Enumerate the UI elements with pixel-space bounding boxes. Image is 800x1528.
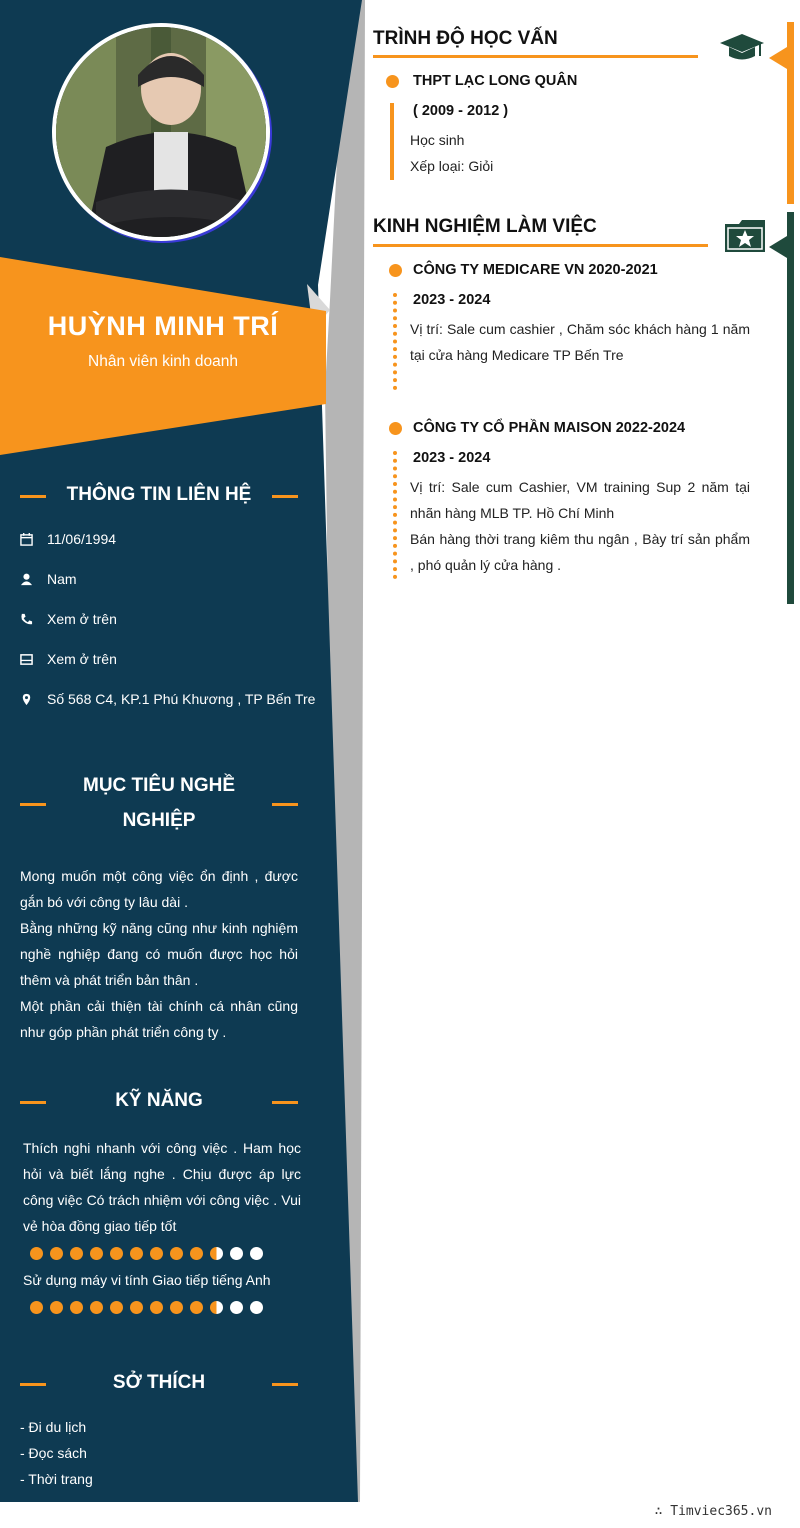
objective-text: Mong muốn một công việc ổn định , được gắn bó với công ty lâu dài . Bằng những kỹ năng cũng như kinh nghiệm nghề nghiệp đang có muốn được học hỏi thêm và phát triển bản thân . Một phần cải thiện tài chính cá nhân cũng như góp phần phát triển công ty . — [20, 868, 298, 1040]
experience-edge-pointer — [769, 236, 787, 258]
education-bullet — [386, 75, 399, 88]
candidate-name: HUỲNH MINH TRÍ — [47, 311, 279, 341]
rating-dot-half — [210, 1247, 223, 1260]
contact-birthday — [20, 531, 116, 547]
graduation-cap-icon — [720, 32, 764, 64]
rating-dot-filled — [110, 1301, 123, 1314]
skill-item-2-text: Sử dụng máy vi tính Giao tiếp tiếng Anh — [23, 1272, 271, 1288]
rating-dot-half — [210, 1301, 223, 1314]
rating-dot-filled — [130, 1301, 143, 1314]
objective-heading-line1: MỤC TIÊU NGHỀ — [83, 775, 235, 796]
job-title: Nhân viên kinh doanh — [88, 353, 238, 370]
experience-bullet — [389, 422, 402, 435]
education-timeline-line — [390, 103, 394, 180]
education-period: ( 2009 - 2012 ) — [413, 103, 509, 119]
phone-icon — [20, 613, 33, 626]
education-grade: Xếp loại: Giỏi — [410, 158, 494, 174]
education-role: Học sinh — [410, 132, 465, 148]
rating-dot-filled — [130, 1247, 143, 1260]
rating-dot-filled — [170, 1247, 183, 1260]
job-2-description: Vị trí: Sale cum Cashier, VM training Sup 2 năm tại nhãn hàng MLB TP. Hồ Chí Minh Bán hàng thời trang kiêm thu ngân , Bày trí sản phẩm , phó quản lý cửa hàng . — [410, 479, 750, 573]
job-2-company: CÔNG TY CỔ PHẦN MAISON 2022-2024 — [413, 420, 686, 436]
rating-dot-filled — [70, 1247, 83, 1260]
rating-dot-filled — [90, 1301, 103, 1314]
skills-heading — [20, 1090, 298, 1112]
calendar-icon — [20, 533, 33, 546]
education-edge-pointer — [769, 47, 787, 69]
education-edge-bar — [787, 22, 794, 204]
job-1-timeline-dots — [393, 293, 397, 390]
contact-heading — [20, 484, 298, 506]
hobby-item: - Đi du lịch — [20, 1419, 87, 1435]
hobby-item: - Đọc sách — [20, 1445, 87, 1461]
rating-dot-filled — [30, 1247, 43, 1260]
skill-item-1-text: Thích nghi nhanh với công việc . Ham học hỏi và biết lắng nghe . Chịu được áp lực công việc Có trách nhiệm với công việc . Vui vẻ hòa đồng giao tiếp tốt — [23, 1140, 301, 1234]
rating-dot-filled — [190, 1301, 203, 1314]
contact-phone — [20, 611, 117, 627]
contact-address — [20, 691, 315, 707]
rating-dot-filled — [30, 1301, 43, 1314]
hobbies-heading-text: SỞ THÍCH — [112, 1372, 206, 1393]
rating-dot-empty — [230, 1301, 243, 1314]
heading-dash — [272, 1383, 298, 1386]
contact-phone-text: Xem ở trên — [47, 611, 117, 627]
user-icon — [20, 573, 33, 586]
contact-birthday-text: 11/06/1994 — [47, 531, 117, 547]
contact-gender-text: Nam — [47, 571, 77, 587]
experience-heading: KINH NGHIỆM LÀM VIỆC — [373, 216, 597, 237]
briefcase-star-icon — [725, 219, 765, 252]
education-school: THPT LẠC LONG QUÂN — [413, 73, 578, 89]
heading-dash — [272, 495, 298, 498]
skill-item-2-rating — [30, 1301, 263, 1314]
hobby-item: - Thời trang — [20, 1471, 93, 1487]
job-1-company: CÔNG TY MEDICARE VN 2020-2021 — [413, 262, 658, 278]
footer-brand[interactable]: ∴ Timviec365.vn — [654, 1504, 772, 1519]
experience-heading-underline — [373, 244, 708, 247]
heading-dash — [20, 803, 46, 806]
experience-edge-bar — [787, 212, 794, 604]
rating-dot-filled — [110, 1247, 123, 1260]
heading-dash — [20, 1101, 46, 1104]
email-icon — [20, 653, 33, 666]
rating-dot-filled — [50, 1301, 63, 1314]
education-heading-underline — [373, 55, 698, 58]
contact-email — [20, 651, 117, 667]
job-1-period: 2023 - 2024 — [413, 292, 491, 308]
avatar — [52, 23, 270, 241]
experience-bullet — [389, 264, 402, 277]
rating-dot-filled — [170, 1301, 183, 1314]
contact-email-text: Xem ở trên — [47, 651, 117, 667]
objective-heading-line2: NGHIỆP — [122, 810, 196, 831]
rating-dot-filled — [90, 1247, 103, 1260]
heading-dash — [272, 803, 298, 806]
contact-address-text: Số 568 C4, KP.1 Phú Khương , TP Bến Tre — [47, 691, 316, 707]
rating-dot-filled — [150, 1301, 163, 1314]
heading-dash — [20, 1383, 46, 1386]
rating-dot-filled — [190, 1247, 203, 1260]
rating-dot-empty — [250, 1247, 263, 1260]
rating-dot-empty — [250, 1301, 263, 1314]
rating-dot-empty — [230, 1247, 243, 1260]
job-2-period: 2023 - 2024 — [413, 450, 491, 466]
location-icon — [20, 693, 33, 706]
objective-heading — [20, 768, 298, 838]
skill-item-1-rating — [30, 1247, 263, 1260]
heading-dash — [272, 1101, 298, 1104]
skills-heading-text: KỸ NĂNG — [115, 1090, 203, 1111]
rating-dot-filled — [70, 1301, 83, 1314]
job-2-timeline-dots — [393, 451, 397, 579]
rating-dot-filled — [150, 1247, 163, 1260]
rating-dot-filled — [50, 1247, 63, 1260]
heading-dash — [20, 495, 46, 498]
contact-heading-text: THÔNG TIN LIÊN HỆ — [66, 484, 252, 505]
contact-gender — [20, 571, 77, 587]
job-1-description: Vị trí: Sale cum cashier , Chăm sóc khách hàng 1 năm tại cửa hàng Medicare TP Bến Tre — [410, 321, 750, 363]
hobbies-heading — [20, 1372, 298, 1394]
education-heading: TRÌNH ĐỘ HỌC VẤN — [373, 28, 558, 49]
